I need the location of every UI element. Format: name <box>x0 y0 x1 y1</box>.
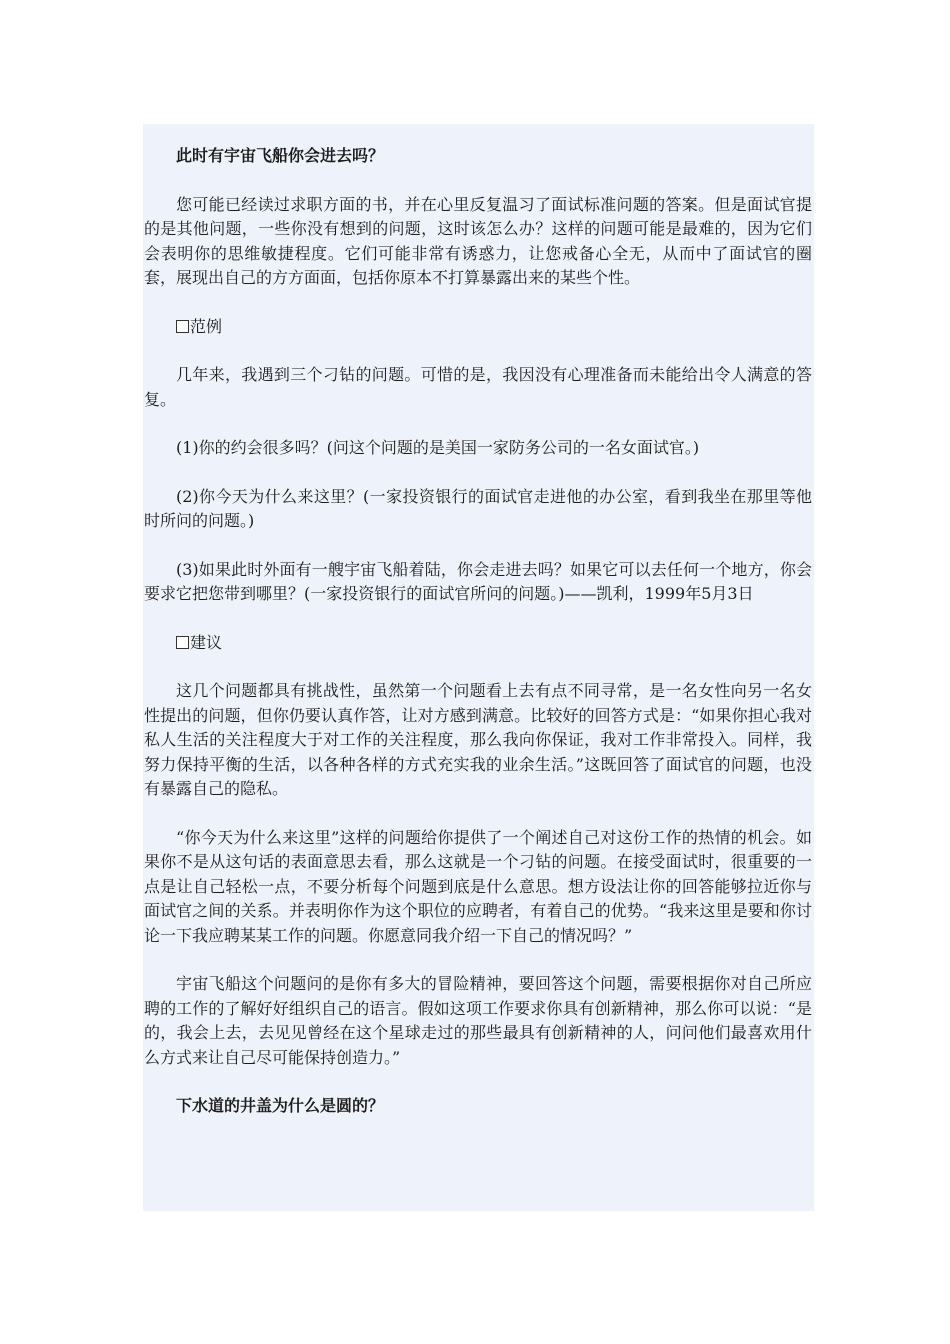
advice-paragraph-3: 宇宙飞船这个问题问的是你有多大的冒险精神，要回答这个问题，需要根据你对自己所应聘的工作的了解好好组织自己的语言。假如这项工作要求你具有创新精神，那么你可以说：“是的，我会上去，去见见曾经在这个星球走过的那些最具有创新精神的人，问问他们最喜欢用什么方式来让自己尽可能保持创造力。” <box>144 974 812 1067</box>
advice-paragraph-2: “你今天为什么来这里”这样的问题给你提供了一个阐述自己对这份工作的热情的机会。如果你不是从这句话的表面意思去看，那么这就是一个刁钻的问题。在接受面试时，很重要的一点是让自己轻松一点，不要分析每个问题到底是什么意思。想方设法让你的回答能够拉近你与面试官之间的关系。并表明你作为这个职位的应聘者，有着自己的优势。“我来这里是要和你讨论一下我应聘某某工作的问题。你愿意同我介绍一下自己的情况吗？” <box>144 827 812 945</box>
article-body <box>144 144 812 1143</box>
intro-paragraph: 您可能已经读过求职方面的书，并在心里反复温习了面试标准问题的答案。但是面试官提的是其他问题，一些你没有想到的问题，这时该怎么办？这样的问题可能是最难的，因为它们会表明你的思维敏捷程度。它们可能非常有诱惑力，让您戒备心全无，从而中了面试官的圈套，展现出自己的方方面面，包括你原本不打算暴露出来的某些个性。 <box>144 194 812 287</box>
heading-spaceship: 此时有宇宙飞船你会进去吗？ <box>176 146 385 165</box>
section-advice-label: 建议 <box>190 632 223 652</box>
question-1: (1)你的约会很多吗？(问这个问题的是美国一家防务公司的一名女面试官。) <box>176 438 700 457</box>
example-paragraph: 几年来，我遇到三个刁钻的问题。可惜的是，我因没有心理准备而未能给出令人满意的答复。 <box>144 365 812 409</box>
checkbox-icon <box>176 320 189 333</box>
checkbox-icon <box>176 636 189 649</box>
section-advice <box>144 631 812 656</box>
heading-manhole: 下水道的井盖为什么是圆的？ <box>176 1096 385 1115</box>
question-3: (3)如果此时外面有一艘宇宙飞船着陆，你会走进去吗？如果它可以去任何一个地方，你会要求它把您带到哪里？(一家投资银行的面试官所问的问题。)——凯利，1999年5月3日 <box>144 559 812 603</box>
advice-paragraph-1: 这几个问题都具有挑战性，虽然第一个问题看上去有点不同寻常，是一名女性向另一名女性提出的问题，但你仍要认真作答，让对方感到满意。比较好的回答方式是：“如果你担心我对私人生活的关注程度大于对工作的关注程度，那么我向你保证，我对工作非常投入。同样，我努力保持平衡的生活，以各种各样的方式充实我的业余生活。”这既回答了面试官的问题，也没有暴露自己的隐私。 <box>144 681 812 798</box>
question-2: (2)你今天为什么来这里？(一家投资银行的面试官走进他的办公室，看到我坐在那里等他时所问的问题。) <box>144 486 812 530</box>
section-example <box>144 315 812 340</box>
section-example-label: 范例 <box>190 316 223 336</box>
